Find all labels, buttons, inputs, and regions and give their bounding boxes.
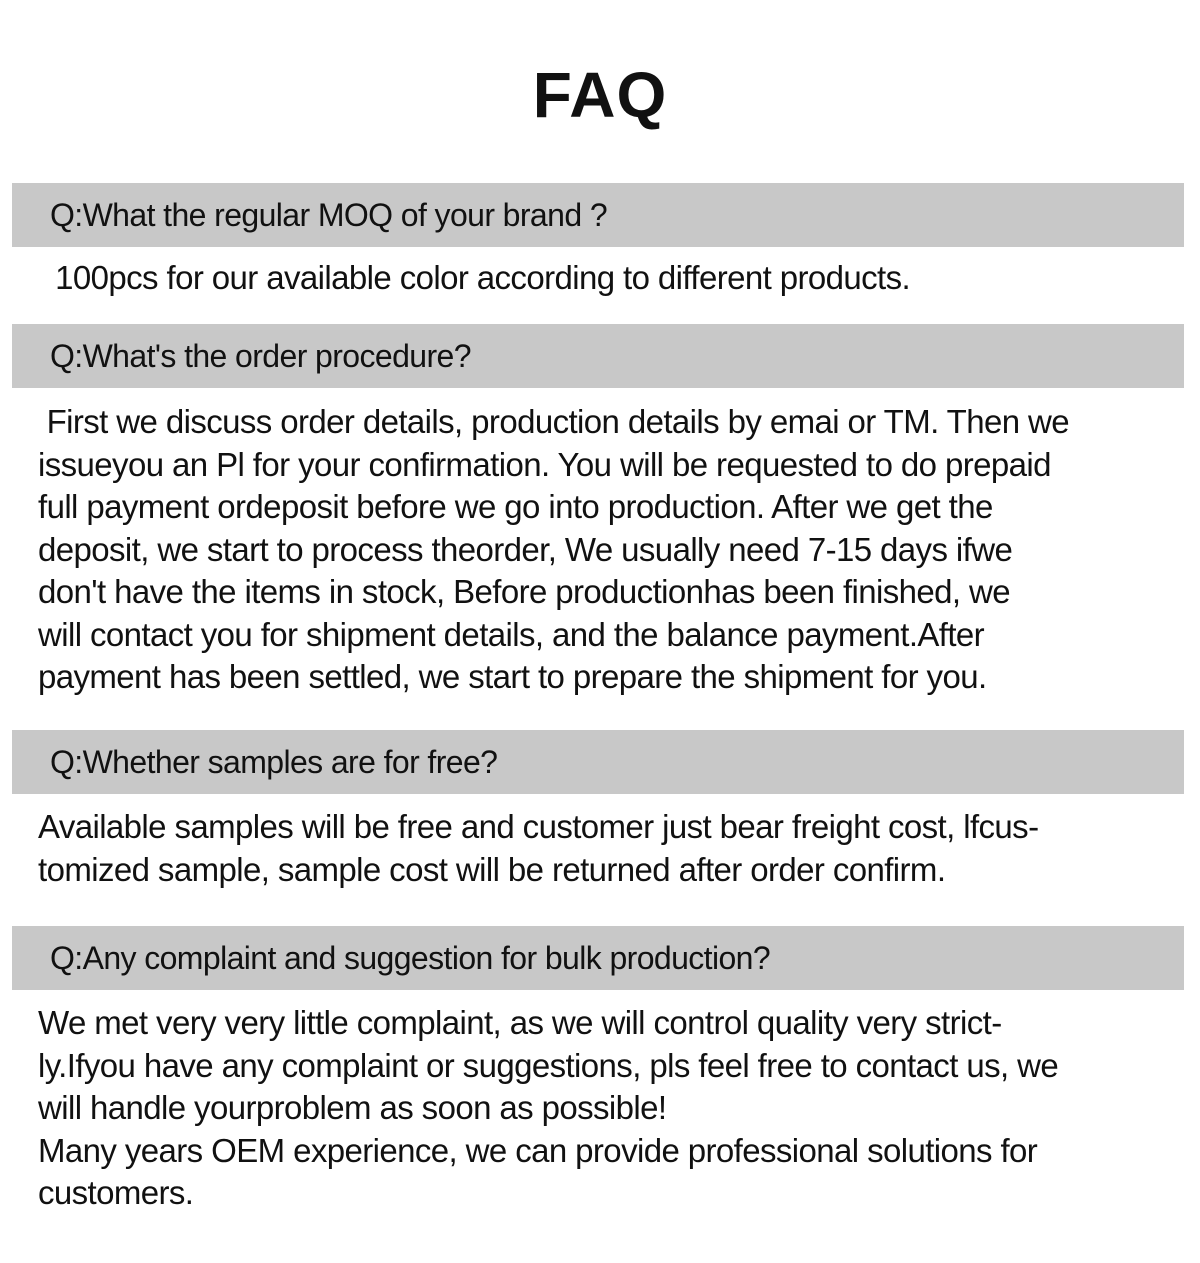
faq-answer-samples	[38, 806, 1158, 891]
answer-line: payment has been settled, we start to prepare the shipment for you.	[38, 658, 987, 695]
answer-line: deposit, we start to process theorder, We usually need 7-15 days ifwe	[38, 530, 1013, 568]
answer-line: don't have the items in stock, Before productionhas been finished, we	[38, 573, 1011, 610]
answer-line: will contact you for shipment details, and the balance payment.After	[38, 615, 985, 653]
faq-answer-order-procedure	[38, 401, 1158, 699]
answer-line: 100pcs for our available color according to different products.	[38, 259, 911, 296]
answer-line: tomized sample, sample cost will be returned after order confirm.	[38, 850, 946, 888]
faq-question-complaint: Q:Any complaint and suggestion for bulk production?	[12, 926, 1184, 990]
answer-line: will handle yourproblem as soon as possible!	[38, 1089, 667, 1126]
answer-line: We met very very little complaint, as we will control quality very strict-	[38, 1004, 1002, 1041]
faq-question-order-procedure: Q:What's the order procedure?	[12, 324, 1184, 388]
answer-line: ly.Ifyou have any complaint or suggestions, pls feel free to contact us, we	[38, 1046, 1059, 1084]
answer-line: Available samples will be free and customer just bear freight cost, lfcus-	[38, 808, 1039, 845]
answer-line: Many years OEM experience, we can provide professional solutions for	[38, 1131, 1038, 1169]
faq-answer-moq	[38, 257, 1158, 300]
faq-question-samples: Q:Whether samples are for free?	[12, 730, 1184, 794]
answer-line: issueyou an Pl for your confirmation. You will be requested to do prepaid	[38, 445, 1051, 483]
answer-line: customers.	[38, 1174, 194, 1211]
page-title: FAQ	[532, 59, 668, 131]
answer-line: full payment ordeposit before we go into production. After we get the	[38, 488, 993, 525]
answer-line: First we discuss order details, production details by emai or TM. Then we	[38, 403, 1070, 440]
faq-answer-complaint	[38, 1002, 1158, 1215]
faq-question-moq: Q:What the regular MOQ of your brand ?	[12, 183, 1184, 247]
